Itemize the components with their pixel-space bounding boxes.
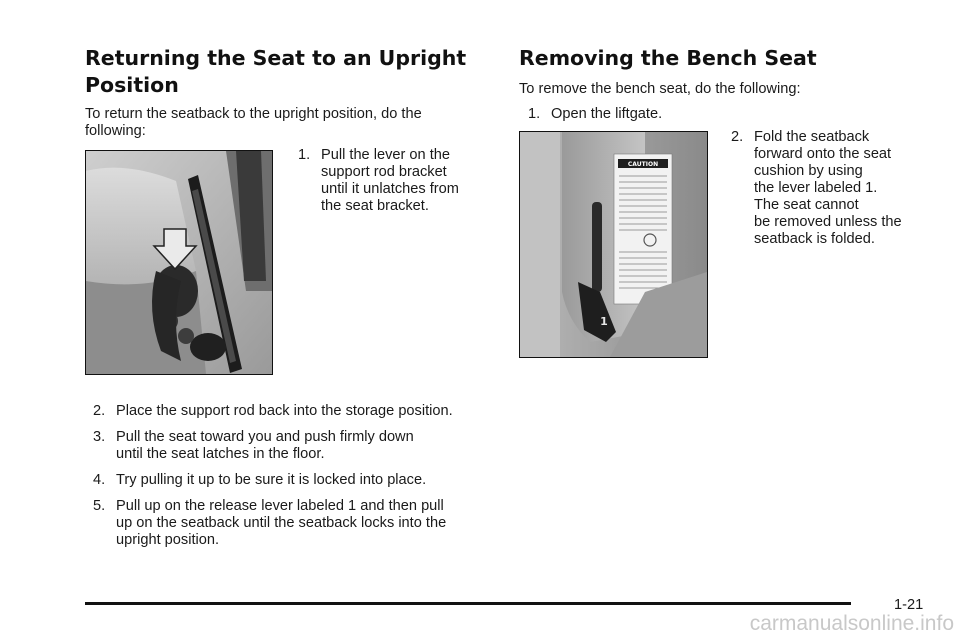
- left-step-4-number: 4.: [93, 472, 106, 488]
- seat-lever-photo: [519, 131, 708, 358]
- left-intro-line2: following:: [85, 123, 146, 139]
- left-step-2: [93, 403, 503, 420]
- left-step-1: [298, 147, 498, 215]
- left-heading-line2: Position: [85, 73, 179, 97]
- left-step-1-line: the seat bracket.: [321, 198, 429, 214]
- left-step-5-line: up on the seatback until the seatback locks into the: [116, 515, 447, 531]
- right-step-2-line: seatback is folded.: [754, 231, 875, 247]
- left-step-1-number: 1.: [298, 147, 311, 163]
- support-rod-illustration: [86, 151, 272, 374]
- right-step-2-line: Fold the seatback: [754, 129, 870, 145]
- left-step-4-line: Try pulling it up to be sure it is locked into place.: [116, 472, 427, 488]
- watermark: carmanualsonline.info: [749, 612, 954, 635]
- right-step-1-number: 1.: [528, 106, 541, 122]
- left-intro-line1: To return the seatback to the upright position, do the: [85, 106, 422, 122]
- left-step-4: [93, 472, 503, 489]
- page-number: 1-21: [894, 597, 924, 613]
- lever-label-text: 1: [600, 315, 608, 328]
- right-step-2-line: The seat cannot: [754, 197, 859, 213]
- right-step-1-line: Open the liftgate.: [551, 106, 663, 122]
- right-step-1: [528, 106, 928, 123]
- left-step-2-number: 2.: [93, 403, 106, 419]
- left-step-1-line: support rod bracket: [321, 164, 447, 180]
- support-rod-photo: [85, 150, 273, 375]
- left-heading: [85, 45, 505, 99]
- left-steps-list: [93, 403, 503, 549]
- left-intro: [85, 106, 500, 140]
- left-step-5-number: 5.: [93, 498, 106, 514]
- right-step-2-line: be removed unless the: [754, 214, 902, 230]
- left-step-3-number: 3.: [93, 429, 106, 445]
- right-step-2-line: cushion by using: [754, 163, 863, 179]
- left-step-3-line: Pull the seat toward you and push firmly down: [116, 429, 414, 445]
- right-step-2: [731, 129, 936, 248]
- left-step-2-line: Place the support rod back into the storage position.: [116, 403, 453, 419]
- right-step-2-line: the lever labeled 1.: [754, 180, 878, 196]
- left-heading-line1: Returning the Seat to an Upright: [85, 46, 467, 70]
- left-step-3: [93, 429, 503, 463]
- left-step-5: [93, 498, 503, 549]
- right-step-2-line: forward onto the seat: [754, 146, 892, 162]
- right-intro: To remove the bench seat, do the following:: [519, 81, 801, 97]
- caution-label-text: CAUTION: [627, 161, 659, 168]
- left-step-3-line: until the seat latches in the floor.: [116, 446, 325, 462]
- left-step-1-line: until it unlatches from: [321, 181, 459, 197]
- footer-rule: [85, 602, 851, 605]
- right-heading: Removing the Bench Seat: [519, 46, 817, 70]
- seat-lever-illustration: [520, 132, 707, 357]
- left-step-1-line: Pull the lever on the: [321, 147, 450, 163]
- left-step-5-line: upright position.: [116, 532, 220, 548]
- right-step-2-number: 2.: [731, 129, 744, 145]
- left-step-5-line: Pull up on the release lever labeled 1 and then pull: [116, 498, 444, 514]
